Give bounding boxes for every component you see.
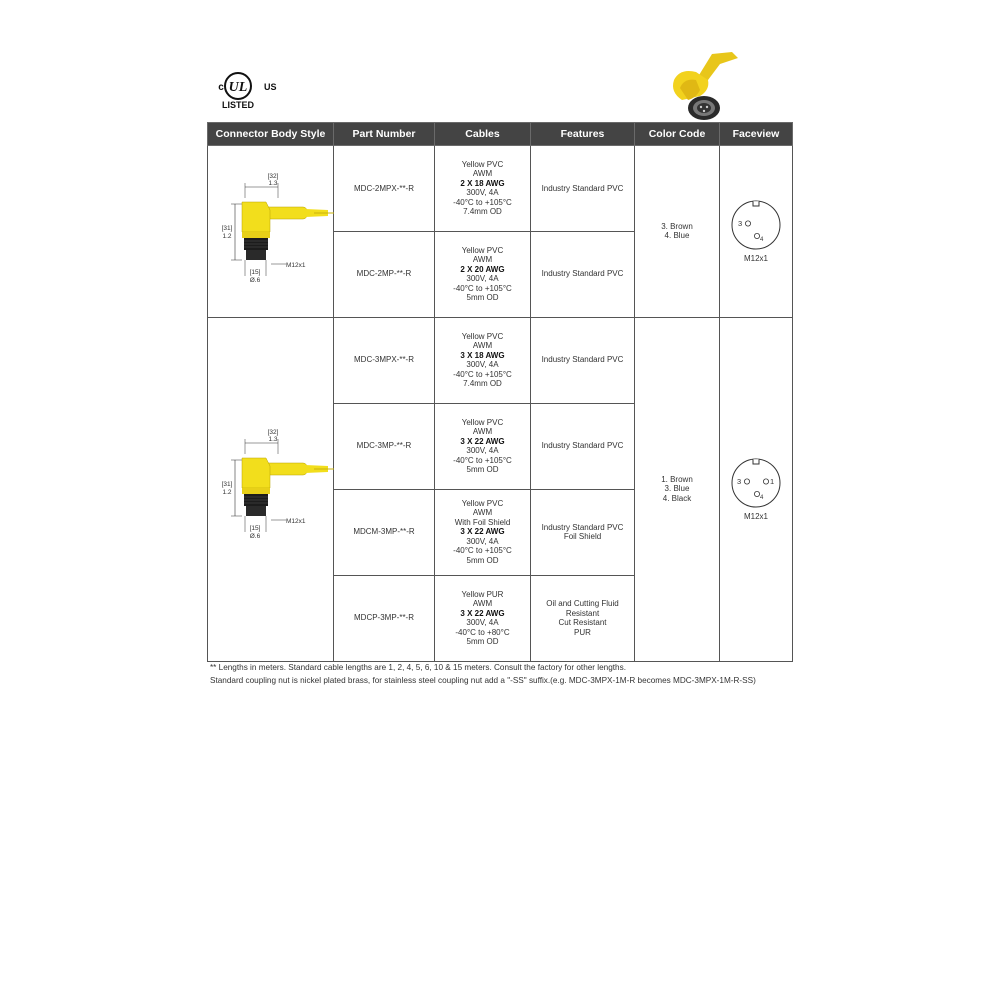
faceview-3pin-icon [726,457,786,509]
header-faceview: Faceview [720,123,793,146]
dim-thread-label: M12x1 [286,517,306,525]
cable-line: Yellow PVC [461,498,504,508]
cable-line: -40°C to +105°C [453,283,512,293]
cable-line: 7.4mm OD [463,207,502,217]
color-code-cell [635,146,720,318]
table-header-row [208,123,793,146]
pin-label: 3 [738,219,743,229]
connector-product-photo [660,50,740,124]
color-code-cell [635,317,720,661]
specification-table [207,122,793,662]
cable-line: AWM [472,508,493,518]
ul-listed-text: LISTED [221,100,255,110]
cable-line: AWM [472,341,493,350]
cable-line: -40°C to +105°C [453,546,512,556]
cable-spec [435,575,531,661]
footnote-coupling-nut: Standard coupling nut is nickel plated brass, for stainless steel coupling nut add a "-SS" suffix.(e.g. MDC-3MPX-1M-R becomes MDC-3MPX-1M-R-SS) [210,676,756,685]
pin-label: 4 [760,495,764,501]
color-code-line: 1. Brown [661,474,693,484]
ul-text: UL [228,80,248,95]
part-number: MDC-2MPX-**-R [334,146,435,232]
header-color-code: Color Code [635,123,720,146]
cable-line: 300V, 4A [466,274,499,284]
ul-us-text: US [264,82,277,92]
cable-line: 7.4mm OD [463,379,502,388]
feature-line: Industry Standard PVC [541,269,624,279]
footnote-lengths: ** Lengths in meters. Standard cable lengths are 1, 2, 4, 5, 6, 10 & 15 meters. Consult the factory for other lengths. [210,663,626,672]
cable-spec [435,489,531,575]
header-features: Features [531,123,635,146]
pin-label: 4 [760,237,764,244]
cable-line: AWM [472,169,493,179]
cable-line: 300V, 4A [466,188,499,198]
dim-diameter-value: Ø.6 [249,532,261,540]
feature-line: Industry Standard PVC [541,441,624,451]
cable-gauge: 3 X 22 AWG [460,608,505,618]
cable-gauge: 3 X 18 AWG [460,350,505,360]
cable-line: 5mm OD [466,465,499,474]
header-connector-body-style: Connector Body Style [208,123,334,146]
feature-line: Industry Standard PVC [541,355,624,365]
cable-line: With Foil Shield [454,517,511,527]
cable-line: 5mm OD [466,637,499,646]
color-code-line: 3. Brown [661,221,693,231]
color-code-line: 3. Blue [664,484,690,494]
faceview-2pin-icon [726,199,786,251]
header-part-number: Part Number [334,123,435,146]
feature-line: Industry Standard PVC [541,183,624,193]
features [531,317,635,403]
color-code-line: 4. Black [662,493,692,503]
faceview-label: M12x1 [743,253,768,263]
cable-spec [435,317,531,403]
dim-height-value: 1.2 [222,233,232,240]
color-code-line: 4. Blue [664,231,690,241]
cable-gauge: 2 X 20 AWG [460,264,505,274]
part-number: MDC-3MPX-**-R [334,317,435,403]
ul-c-text: c [218,82,224,93]
cable-line: -40°C to +105°C [453,455,512,465]
cable-line: Yellow PVC [461,417,504,427]
faceview-label: M12x1 [743,511,768,521]
feature-line: Resistant [565,608,600,618]
connector-drawing-cell [208,317,334,661]
dim-diameter-value: Ø.6 [249,277,261,284]
cable-line: Yellow PVC [461,331,504,341]
feature-line: Industry Standard PVC [541,522,624,532]
faceview-cell [720,146,793,318]
cable-gauge: 3 X 22 AWG [460,436,505,446]
dim-height-label: [31] [221,480,233,488]
dim-width-value: 1.3 [268,180,278,187]
cable-line: -40°C to +105°C [453,369,512,379]
cable-line: AWM [472,427,493,436]
cable-line: 5mm OD [466,555,499,565]
dim-width-label: [32] [267,428,279,436]
cable-line: Yellow PVC [461,245,504,255]
pin-label: 1 [770,477,775,486]
cable-spec [435,146,531,232]
table-row [208,317,793,403]
feature-line: Oil and Cutting Fluid [546,599,619,608]
cable-line: -40°C to +80°C [455,627,510,637]
cable-line: AWM [472,255,493,265]
part-number: MDC-3MP-**-R [334,403,435,489]
cable-line: 300V, 4A [466,446,499,455]
features [531,146,635,232]
cable-line: 300V, 4A [466,360,499,369]
part-number: MDCP-3MP-**-R [334,575,435,661]
cable-line: AWM [472,599,493,608]
table-row [208,146,793,232]
dim-height-value: 1.2 [222,488,232,496]
dim-thread-label: M12x1 [286,262,306,269]
header-cables: Cables [435,123,531,146]
cable-spec [435,403,531,489]
feature-line: Foil Shield [563,532,602,541]
cable-line: -40°C to +105°C [453,197,512,207]
cable-spec [435,231,531,317]
features [531,575,635,661]
connector-drawing-3pin [210,402,334,574]
features [531,231,635,317]
faceview-cell [720,317,793,661]
features [531,489,635,575]
ul-listed-logo [212,62,278,112]
dim-diameter-label: [15] [249,524,261,532]
cable-line: Yellow PVC [461,159,504,169]
dim-diameter-label: [15] [249,269,261,276]
part-number: MDCM-3MP-**-R [334,489,435,575]
cable-line: 5mm OD [466,293,499,303]
part-number: MDC-2MP-**-R [334,231,435,317]
cable-gauge: 3 X 22 AWG [460,527,505,537]
cable-line: Yellow PUR [461,589,504,599]
cable-line: 300V, 4A [466,536,499,546]
cable-line: 300V, 4A [466,618,499,627]
connector-drawing-2pin [210,146,334,314]
feature-line: PUR [574,627,591,637]
features [531,403,635,489]
footnotes [210,661,756,687]
dim-width-label: [32] [267,173,279,180]
dim-width-value: 1.3 [268,435,278,443]
feature-line: Cut Resistant [558,618,607,627]
dim-height-label: [31] [221,225,233,232]
connector-drawing-cell [208,146,334,318]
pin-label: 3 [737,477,742,486]
cable-gauge: 2 X 18 AWG [460,178,505,188]
